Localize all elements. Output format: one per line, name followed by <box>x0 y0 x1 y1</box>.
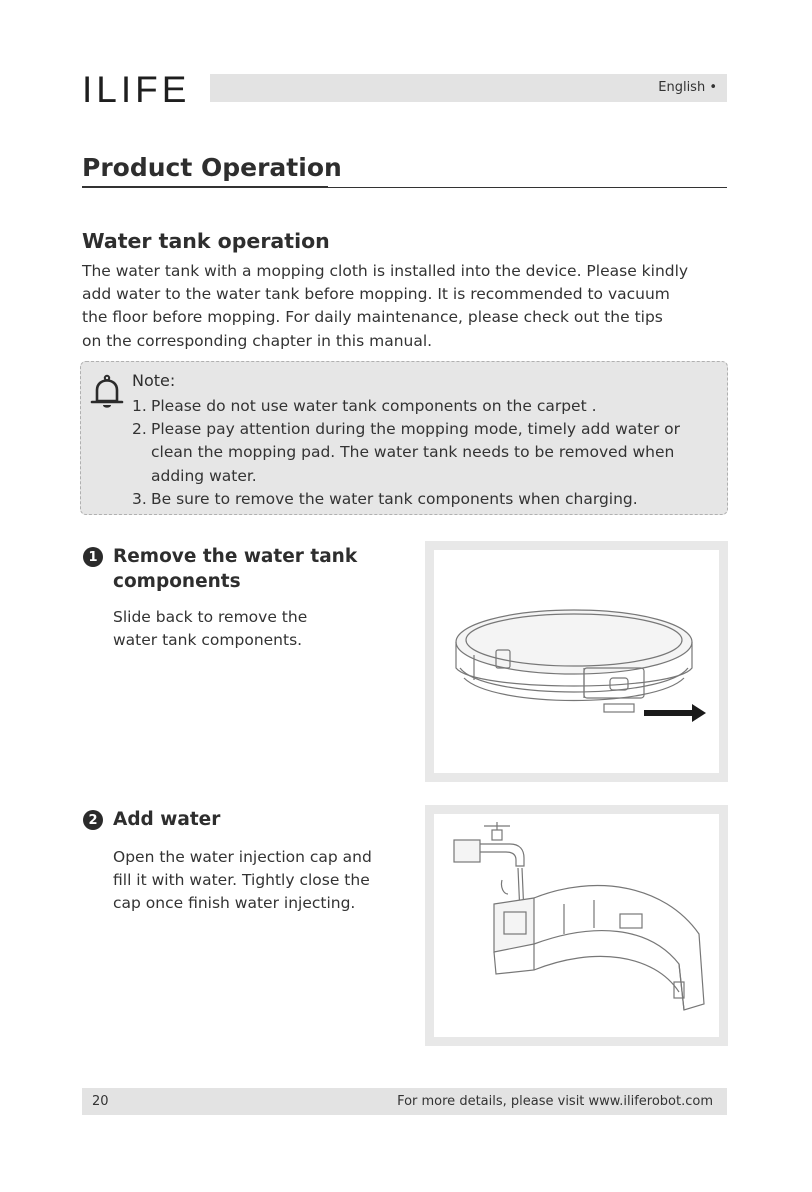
language-label: English • <box>658 80 717 95</box>
note-item-number: 3. <box>132 489 147 508</box>
tank-illustration <box>434 814 719 1037</box>
robot-illustration-frame <box>425 541 728 782</box>
page-number: 20 <box>92 1094 109 1109</box>
step-2-title <box>113 807 220 832</box>
header-bar <box>210 74 727 102</box>
footer-website-text: For more details, please visit www.iliferobot.com <box>397 1094 713 1109</box>
step-1-desc-line: Slide back to remove the <box>113 608 308 626</box>
step-2-title-line: Add water <box>113 809 221 830</box>
intro-paragraph <box>82 260 732 353</box>
step-2-badge: 2 <box>83 810 103 830</box>
bell-icon <box>90 373 124 413</box>
intro-line: on the corresponding chapter in this manual. <box>82 331 433 350</box>
section-subtitle: Water tank operation <box>82 229 330 253</box>
step-1-title-line: components <box>113 571 241 592</box>
footer-bar <box>82 1088 727 1115</box>
note-item-number: 1. <box>132 397 147 415</box>
robot-vacuum-illustration <box>434 550 719 773</box>
note-item-text: Please do not use water tank components on the carpet . <box>151 397 597 415</box>
intro-line: The water tank with a mopping cloth is installed into the device. Please kindly <box>82 262 689 280</box>
step-2-desc-line: fill it with water. Tightly close the <box>113 871 370 889</box>
step-2-desc-line: Open the water injection cap and <box>113 848 372 866</box>
tank-illustration-frame <box>425 805 728 1046</box>
step-1-description <box>113 606 307 652</box>
intro-line: the floor before mopping. For daily maintenance, please check out the tips <box>82 308 663 327</box>
step-1-badge: 1 <box>83 547 103 567</box>
step-1-title <box>113 544 357 594</box>
note-heading: Note: <box>132 371 176 390</box>
note-item-number: 2. <box>132 420 147 439</box>
step-1-title-line: Remove the water tank <box>113 546 358 567</box>
step-2-description <box>113 846 372 915</box>
note-item <box>132 488 722 511</box>
page-title: Product Operation <box>82 153 342 182</box>
note-item-text: Please pay attention during the mopping mode, timely add water or clean the mopping pad. The water tank needs to be removed when adding water. <box>151 420 681 485</box>
note-item <box>132 418 722 488</box>
intro-line: add water to the water tank before mopping. It is recommended to vacuum <box>82 285 670 304</box>
brand-logo: ILIFE <box>82 69 191 110</box>
water-tank-illustration <box>434 814 719 1037</box>
note-item <box>132 395 722 418</box>
title-underline <box>82 186 328 188</box>
note-list <box>132 395 722 511</box>
step-1-desc-line: water tank components. <box>113 631 303 649</box>
step-2-desc-line: cap once finish water injecting. <box>113 894 356 912</box>
note-item-text: Be sure to remove the water tank components when charging. <box>151 489 638 508</box>
robot-illustration <box>434 550 719 773</box>
